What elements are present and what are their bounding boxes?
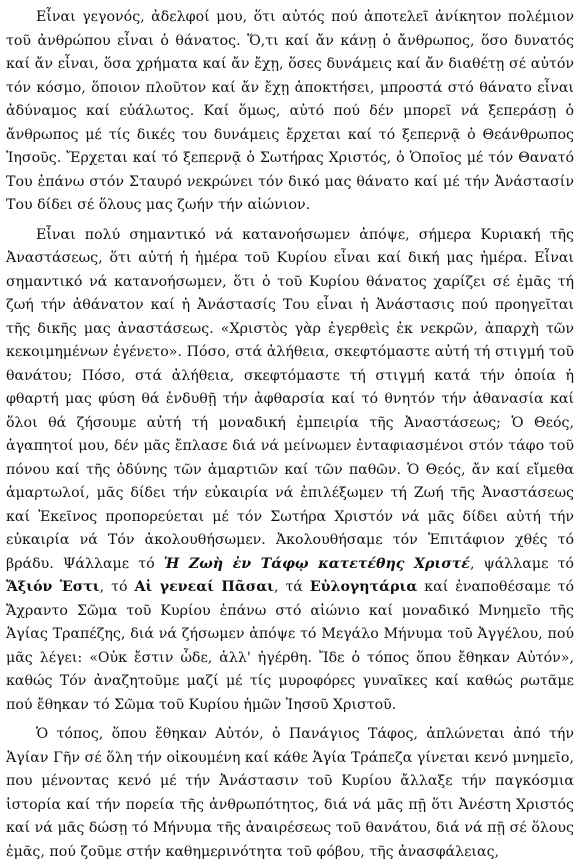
text-segment: Αἱ γενεαί Πᾶσαι [134,579,274,595]
text-segment: , τά [273,579,310,595]
text-segment: Ἡ Ζωὴ ἐν Τάφῳ κατετέθης Χριστέ [163,555,470,572]
paragraph-3 [6,723,574,864]
paragraph-1 [6,6,574,218]
text-segment: , τό [99,579,135,595]
text-segment: Ἄξιόν Ἐστι [6,579,100,595]
text-segment: , ψάλλαμε τό [469,555,574,572]
paragraph-2 [6,224,574,718]
text-segment: Εὐλογητάρια [309,579,418,595]
text-segment: καί ἐναποθέσαμε τό Ἄχραντο Σῶμα τοῦ Κυρίου ἐπάνω στό αἰώνιο καί μοναδικό Μνημεῖο τῆς Ἁγίας Τραπέζης, διά νά ζήσωμεν ἀπόψε τό Μεγάλο Μήνυμα τοῦ Ἀγγέλου, πού μᾶς λέγει: «Οὐκ ἔστιν ὧδε, ἀλλ' ἠγέρθη. Ἴδε ὁ τόπος ὅπου ἔθηκαν Αὐτόν», καθώς Τόν ἀναζητοῦμε μαζί μέ τίς μυροφόρες γυναῖκες καί καθώς ρωτᾶμε πού ἔθηκαν τό Σῶμα τοῦ Κυρίου ἡμῶν Ἰησοῦ Χριστοῦ. [6,579,575,713]
text-segment: Ὁ τόπος, ὅπου ἔθηκαν Αὐτόν, ὁ Πανάγιος Τάφος, ἁπλώνεται ἀπό τήν Ἁγίαν Γῆν σέ ὅλη τήν οἰκουμένη καί κάθε Ἁγία Τράπεζα γίνεται κενό μνημεῖο, που μένοντας κενό μέ τήν Ἀνάστασιν τοῦ Κυρίου ἄλλαξε τήν παγκόσμια ἱστορία καί τήν πορεία τῆς ἀνθρωπότητος, διά νά μᾶς πῇ ὅτι Ἀνέστη Χριστός καί νά μᾶς δώσῃ τό Μήνυμα τῆς ἀναιρέσεως τοῦ θανάτου, διά νά πῇ σέ ὅλους ἐμᾶς, πού ζοῦμε στήν καθημερινότητα τοῦ φόβου, τῆς ἀνασφάλειας, [6,726,574,860]
text-segment: Εἶναι πολύ σημαντικό νά κατανοήσωμεν ἀπόψε, σήμερα Κυριακή τῆς Ἀναστάσεως, ὅτι αὐτή ἡ ἡμέρα τοῦ Κυρίου εἶναι καί δική μας ἡμέρα. Εἶναι σημαντικό νά κατανοήσωμεν, ὅτι ὁ τοῦ Κυρίου θάνατος χαρίζει σέ ἐμᾶς τή ζωή τήν ἀθάνατον καί ἡ Ἀνάστασίς Του εἶναι ἡ Ἀνάστασις πού προηγεῖται τῆς δικῆς μας ἀναστάσεως. «Χριστὸς γὰρ ἐγερθεὶς ἐκ νεκρῶν, ἀπαρχὴ τῶν κεκοιμημένων ἐγένετο». Πόσο, στά ἀλήθεια, σκεφτόμαστε αὐτή τή στιγμή τοῦ θανάτου; Πόσο, στά ἀλήθεια, σκεφτόμαστε τή στιγμή κατά τήν ὁποία ἡ φθαρτή μας φύση θά ἐνδυθῇ τήν ἀφθαρσία καί τό θνητόν τήν ἀθανασία καί ὅλοι θά ζήσουμε αὐτή τή μοναδική ἐμπειρία τῆς Ἀναστάσεως; Ὁ Θεός, ἀγαπητοί μου, δέν μᾶς ἔπλασε διά νά μείνωμεν ἐνταφιασμένοι στόν τάφο τοῦ πόνου καί τῆς ὀδύνης τῶν ἁμαρτιῶν καί τῶν παθῶν. Ὁ Θεός, ἄν καί εἴμεθα ἁμαρτωλοί, μᾶς δίδει τήν εὐκαιρία νά ἐπιλέξωμεν τή Ζωή τῆς Ἀναστάσεως καί Ἐκεῖνος προπορεύεται μέ τόν Σωτήρα Χριστόν νά μᾶς δίδει αὐτή τήν εὐκαιρία νά Τόν ἀκολουθήσωμεν. Ἀκολουθήσαμε τόν Ἐπιτάφιον χθές τό βράδυ. Ψάλλαμε τό [6,226,574,572]
text-segment: Εἶναι γεγονός, ἀδελφοί μου, ὅτι αὐτός πού ἀποτελεῖ ἀνίκητον πολέμιον τοῦ ἀνθρώπου εἶναι ὁ θάνατος. Ὅ,τι καί ἄν κάνῃ ὁ ἄνθρωπος, ὅσο δυνατός καί ἄν εἶναι, ὅσα χρήματα καί ἄν ἔχῃ, ὅσες δυνάμεις καί ἄν διαθέτῃ σέ αὐτόν τόν κόσμο, ὅποιον πλοῦτον καί ἄν ἔχῃ ἀποκτήσει, μπροστά στό θάνατο εἶναι ἀδύναμος καί εὐάλωτος. Καί ὅμως, αὐτό πού δέν μπορεῖ νά ξεπεράσῃ ὁ ἄνθρωπος μέ τίς δικές του δυνάμεις ἔρχεται καί τό ξεπερνᾷ ὁ Θεάνθρωπος Ἰησοῦς. Ἔρχεται καί τό ξεπερνᾷ ὁ Σωτήρας Χριστός, ὁ Ὁποῖος μέ τόν Θανατό Του ἐπάνω στόν Σταυρό νεκρώνει τόν δικό μας θάνατο καί μέ τήν Ἀνάστασίν Του δίδει σέ ὅλους μας ζωήν τήν αἰώνιον. [6,9,574,213]
